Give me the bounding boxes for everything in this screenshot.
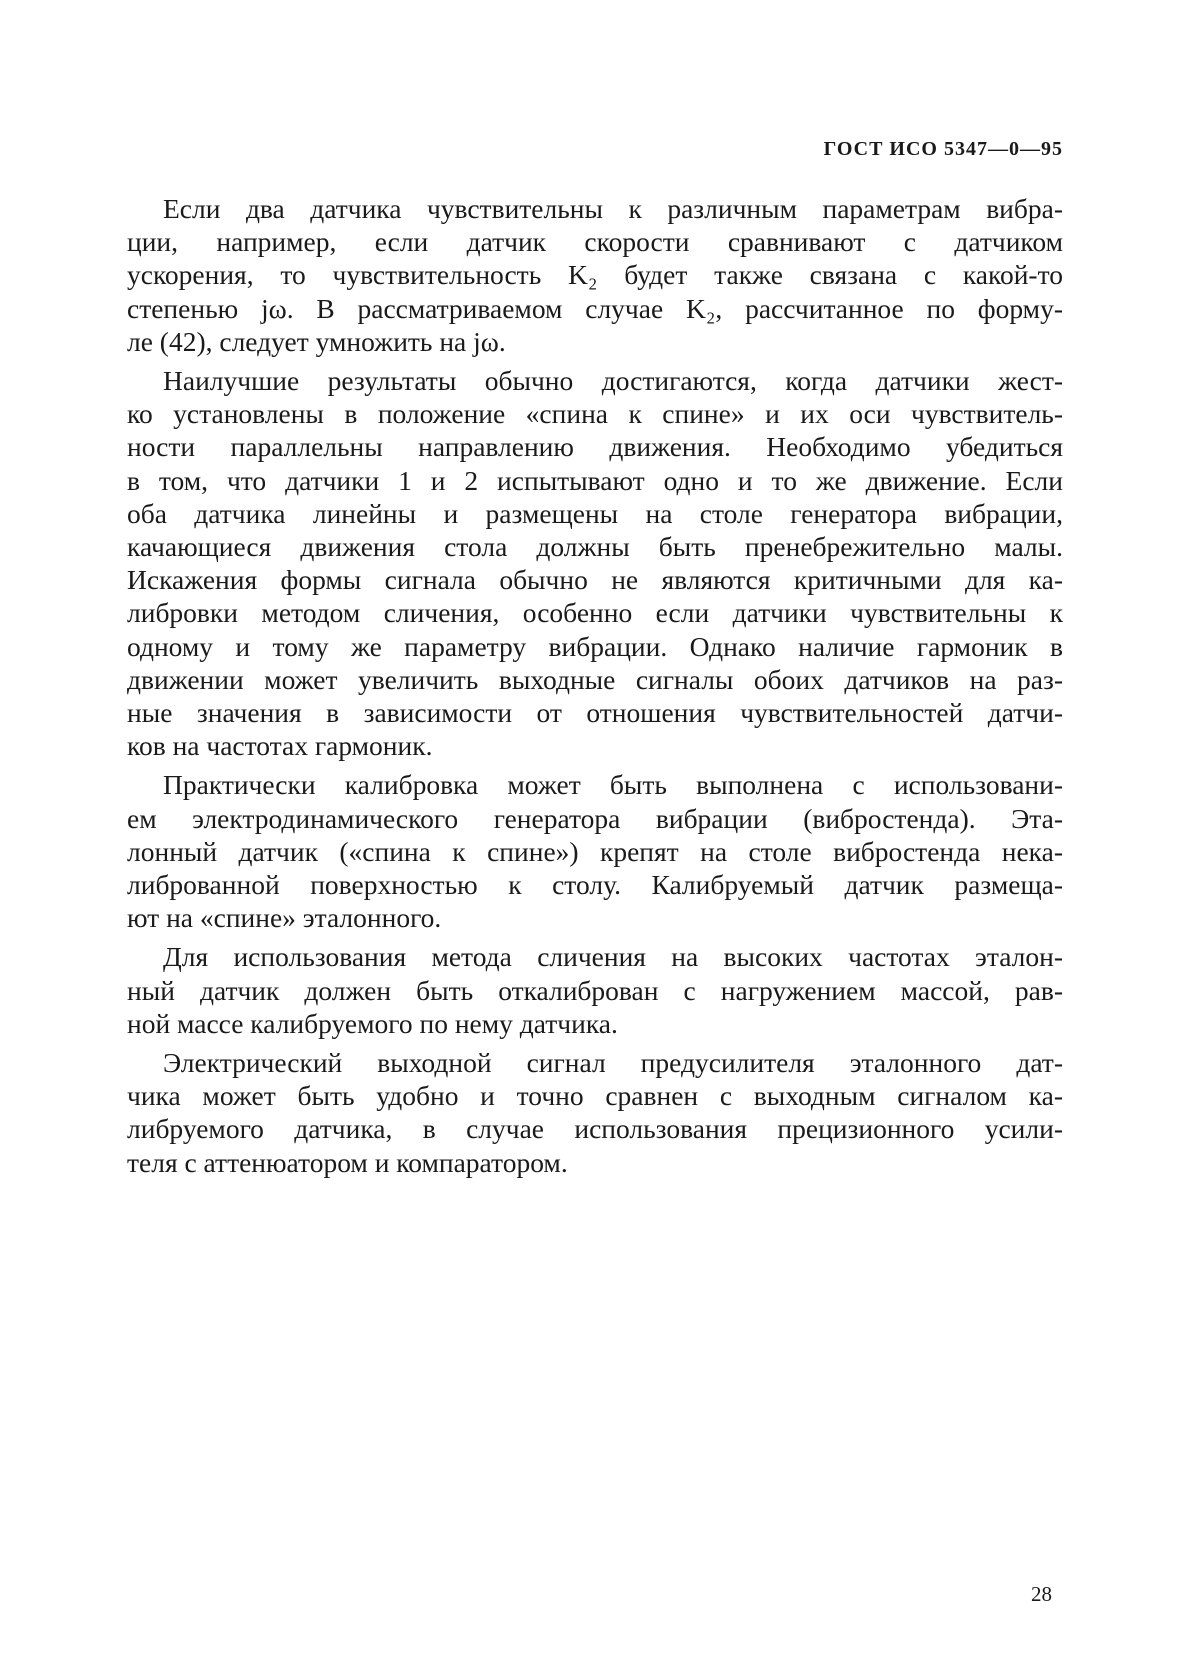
document-body (127, 192, 1063, 1179)
page-number: 28 (1031, 1582, 1052, 1606)
text-line: ции, например, если датчик скорости сравнивают с датчиком (127, 226, 1063, 258)
text-line: Если два датчика чувствительны к различным параметрам вибра- (163, 193, 1063, 224)
text-line: либруемого датчика, в случае использования прецизионного усили- (127, 1113, 1063, 1145)
document-header: ГОСТ ИСО 5347—0—95 (823, 138, 1063, 160)
paragraph (127, 1046, 1063, 1179)
text-line: ный датчик должен быть откалиброван с нагружением массой, рав- (127, 974, 1063, 1006)
text-line: ют на «спине» эталонного. (127, 902, 442, 934)
text-line: ности параллельны направлению движения. Необходимо убедиться (127, 431, 1063, 463)
paragraph (127, 940, 1063, 1040)
text-line: Наилучшие результаты обычно достигаются, когда датчики жест- (163, 365, 1063, 397)
text-line: ков на частотах гармоник. (127, 730, 433, 762)
text-line: ные значения в зависимости от отношения чувствительностей датчи- (127, 697, 1063, 729)
text-line: Электрический выходной сигнал предусилителя эталонного дат- (163, 1047, 1063, 1079)
text-line: ускорения, то чувствительность K₂ будет также связана с какой-то (127, 259, 1063, 291)
text-line: ле (42), следует умножить на jω. (127, 325, 506, 357)
text-line: Практически калибровка может быть выполнена с использовани- (163, 769, 1063, 801)
text-line: ко установлены в положение «спина к спине» и их оси чувствитель- (127, 398, 1063, 430)
text-line: либровки методом сличения, особенно если датчики чувствительны к (127, 597, 1063, 629)
text-line: оба датчика линейны и размещены на столе генератора вибрации, (127, 497, 1063, 529)
paragraph (127, 768, 1063, 934)
paragraph (127, 364, 1063, 762)
text-line: либрованной поверхностью к столу. Калибруемый датчик размеща- (127, 869, 1063, 901)
text-line: ем электродинамического генератора вибрации (вибростенда). Эта- (127, 802, 1063, 834)
paragraph (127, 192, 1063, 358)
text-line: теля с аттенюатором и компаратором. (127, 1146, 568, 1178)
text-line: ной массе калибруемого по нему датчика. (127, 1007, 618, 1039)
text-line: лонный датчик («спина к спине») крепят на столе вибростенда нека- (127, 835, 1063, 867)
text-line: качающиеся движения стола должны быть пренебрежительно малы. (127, 531, 1063, 563)
text-line: Для использования метода сличения на высоких частотах эталон- (163, 941, 1063, 973)
text-line: степенью jω. В рассматриваемом случае K₂, рассчитанное по форму- (127, 292, 1063, 324)
text-line: чика может быть удобно и точно сравнен с выходным сигналом ка- (127, 1080, 1063, 1112)
text-line: одному и тому же параметру вибрации. Однако наличие гармоник в (127, 630, 1063, 662)
text-line: движении может увеличить выходные сигналы обоих датчиков на раз- (127, 663, 1063, 695)
text-line: в том, что датчики 1 и 2 испытывают одно и то же движение. Если (127, 464, 1063, 496)
text-line: Искажения формы сигнала обычно не являются критичными для ка- (127, 564, 1063, 596)
